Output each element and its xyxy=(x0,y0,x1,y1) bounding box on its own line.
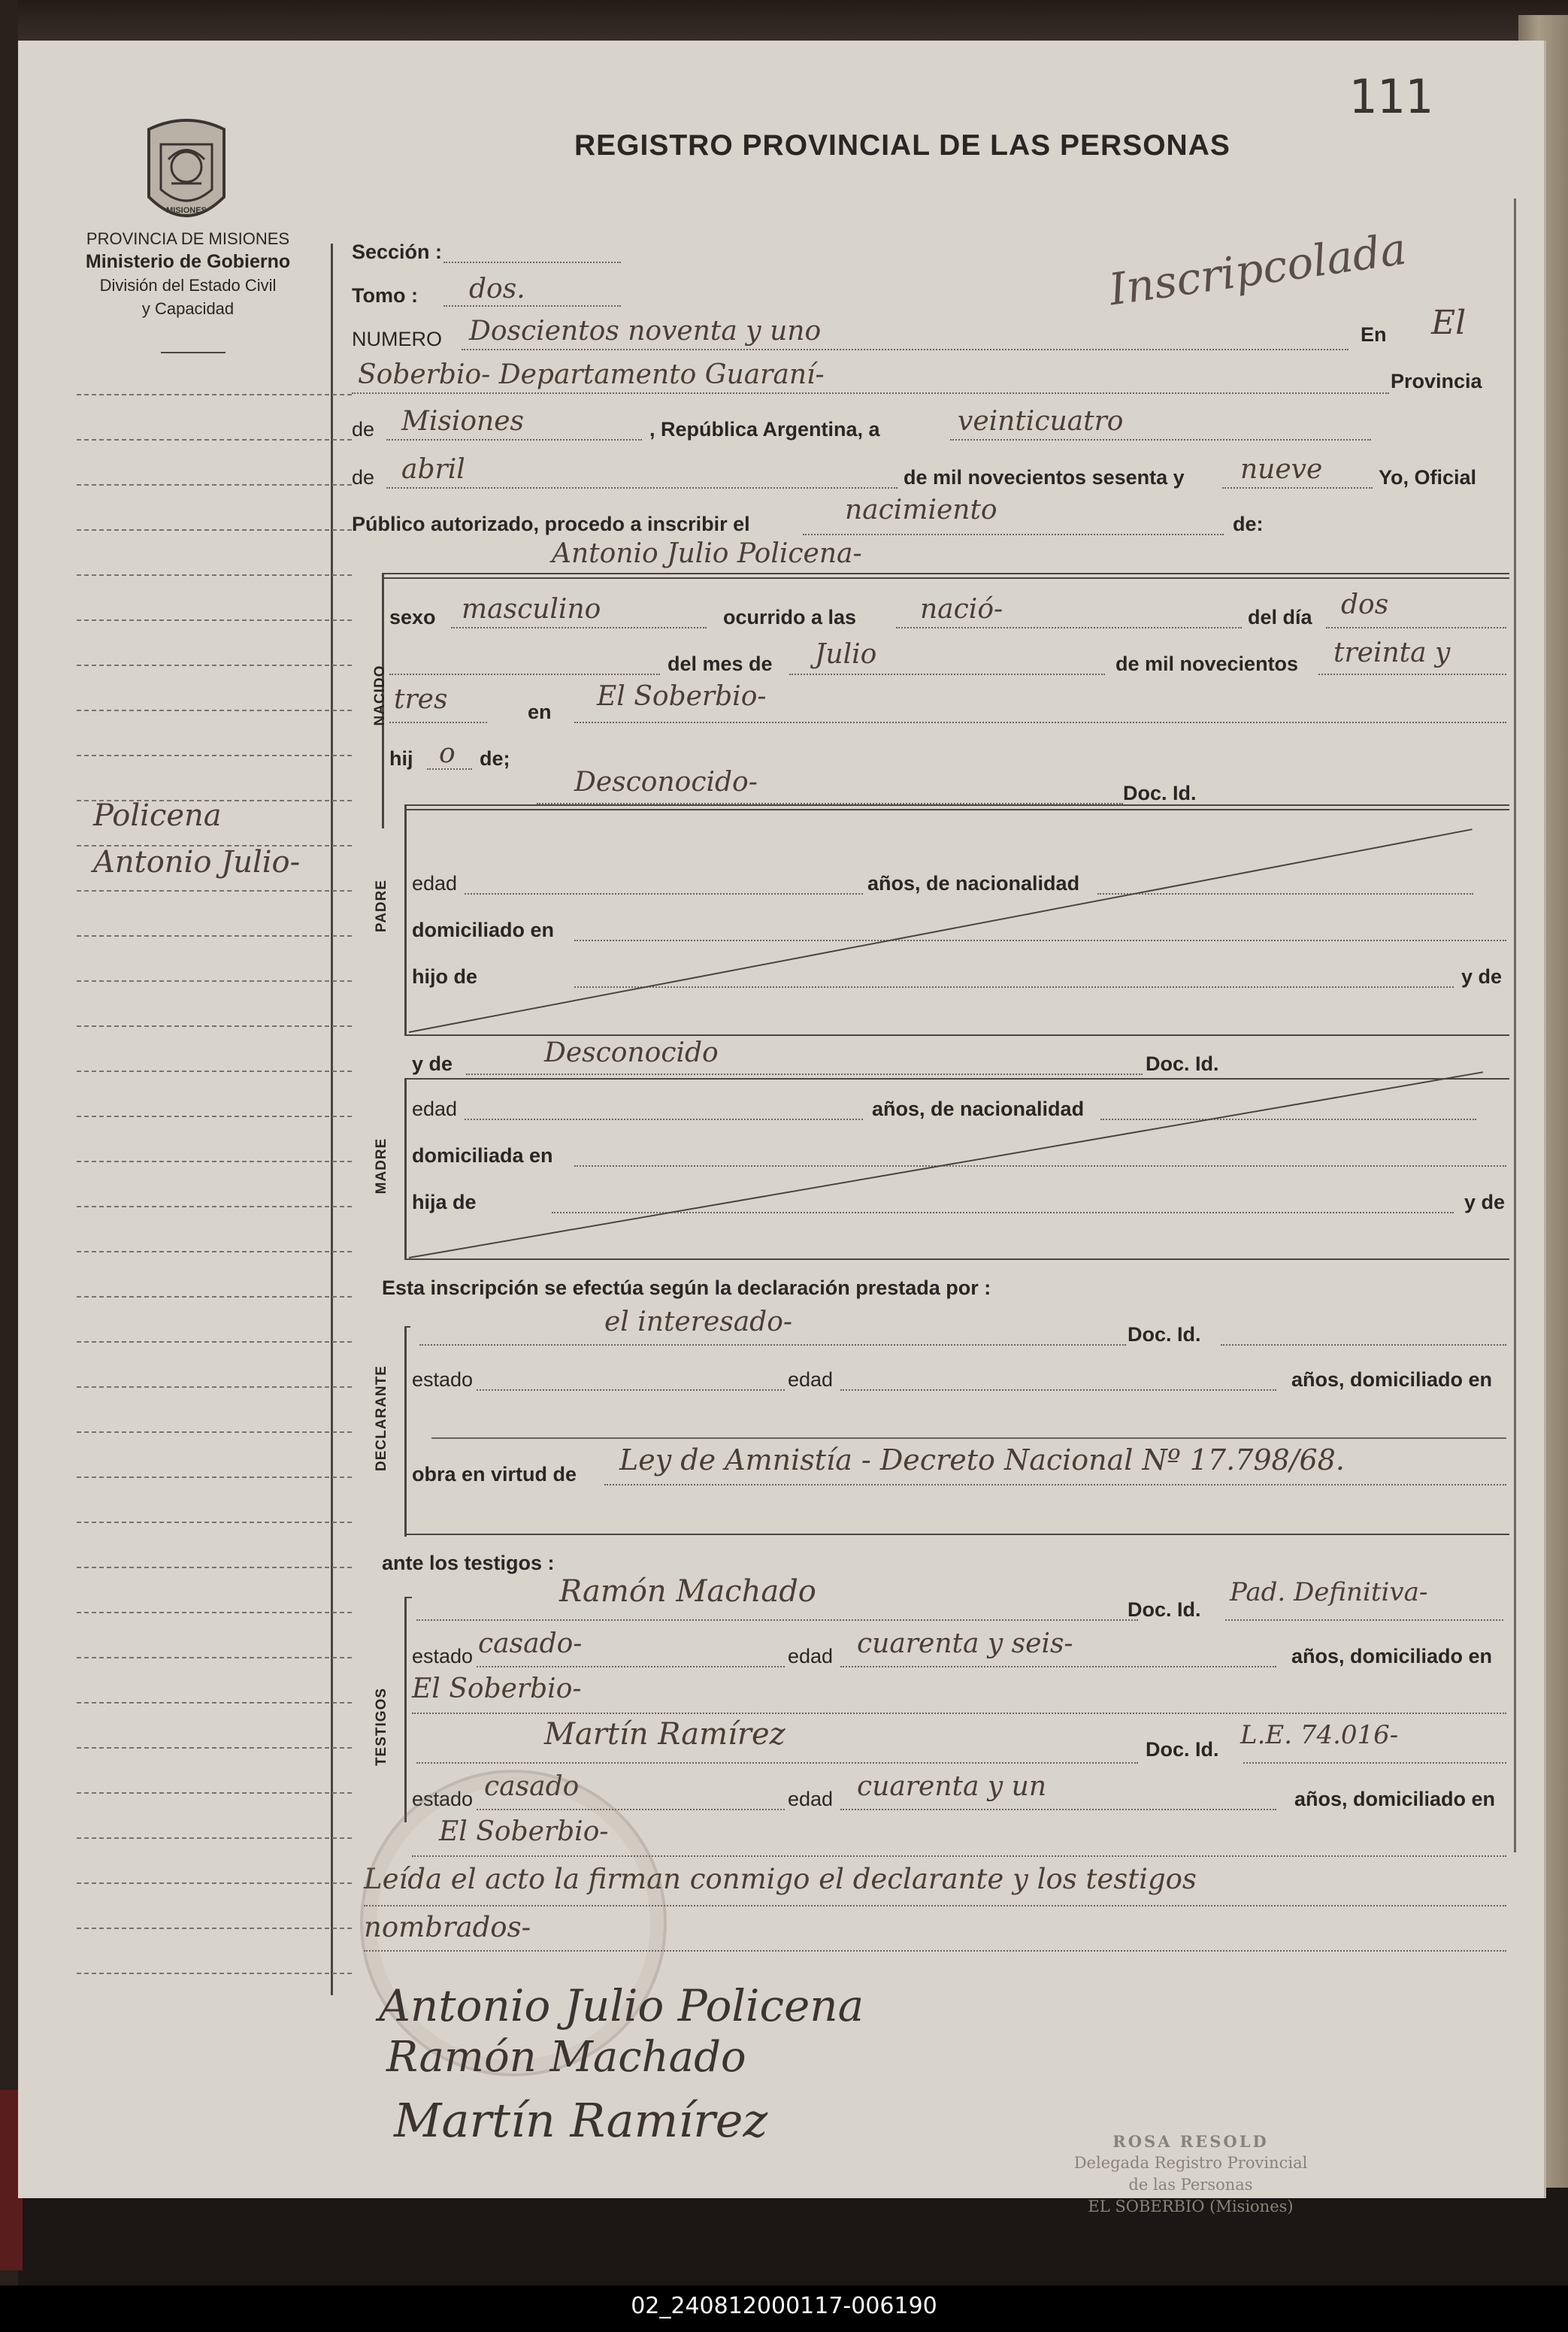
margin-line xyxy=(77,394,352,395)
domicilio-madre-field xyxy=(574,1165,1506,1167)
stamp-location: EL SOBERBIO (Misiones) xyxy=(1088,2197,1294,2215)
testigo2-field xyxy=(416,1762,1138,1764)
register-page xyxy=(18,41,1546,2215)
label-edad-testigo1: edad xyxy=(788,1645,834,1667)
label-doc-declarante: Doc. Id. xyxy=(1128,1323,1201,1346)
margin-line xyxy=(77,1386,352,1388)
label-del-dia: del día xyxy=(1248,606,1312,628)
margin-line xyxy=(77,484,352,486)
label-de-mes: de xyxy=(352,466,375,489)
declarante-value: el interesado- xyxy=(604,1307,793,1337)
sexo-value: masculino xyxy=(462,594,601,625)
edad-testigo2-value: cuarenta y un xyxy=(857,1771,1047,1802)
acto-field xyxy=(803,534,1224,535)
margin-line xyxy=(77,935,352,937)
declarante-bracket xyxy=(404,1326,407,1537)
margin-line xyxy=(77,710,352,711)
provincial-seal-icon xyxy=(138,114,235,242)
label-mil-novecientos: de mil novecientos xyxy=(1115,653,1299,675)
dia-field xyxy=(950,439,1371,441)
edad-madre-field xyxy=(465,1119,863,1120)
margin-line xyxy=(77,1116,352,1117)
stamp-title: Delegada Registro Provincial xyxy=(1073,2154,1308,2172)
domicilio-padre-field xyxy=(574,940,1506,941)
signature-testigo2: Martín Ramírez xyxy=(394,2093,768,2148)
seccion-field xyxy=(443,262,621,263)
edad-declarante-field xyxy=(840,1389,1276,1391)
margin-line xyxy=(77,574,352,576)
doc-testigo1-value: Pad. Definitiva- xyxy=(1230,1577,1428,1607)
nacionalidad-madre-field xyxy=(1100,1119,1476,1120)
label-hij: hij xyxy=(389,747,413,770)
padre-cancel-line xyxy=(409,828,1473,1033)
signature-top: Inscripcolada xyxy=(1106,223,1409,316)
testigos-tick xyxy=(404,1597,412,1598)
label-domicilio-testigo2: años, domiciliado en xyxy=(1294,1788,1496,1810)
mes-field xyxy=(386,487,898,489)
doc-testigo2-field xyxy=(1243,1762,1506,1764)
padre-value: Desconocido- xyxy=(574,767,758,798)
label-en-lugar: en xyxy=(528,701,552,723)
nombre-value: Antonio Julio Policena- xyxy=(552,538,862,569)
label-mil-sesenta: de mil novecientos sesenta y xyxy=(904,466,1185,489)
signature-testigo1: Ramón Machado xyxy=(386,2033,746,2082)
org-province: PROVINCIA DE MISIONES xyxy=(86,229,290,248)
declarante-field xyxy=(419,1344,1126,1346)
label-doc-testigo1: Doc. Id. xyxy=(1128,1598,1201,1621)
label-doc-madre: Doc. Id. xyxy=(1146,1052,1219,1075)
margin-divider xyxy=(331,244,333,1995)
margin-line xyxy=(77,1928,352,1929)
hora-field xyxy=(896,627,1242,628)
label-de-semicolon: de; xyxy=(480,747,510,770)
hijo-de-field xyxy=(574,986,1454,988)
label-y-de-padre: y de xyxy=(1461,965,1503,988)
padre-bottom-line xyxy=(404,1034,1509,1036)
domicilio-testigo2-value: El Soberbio- xyxy=(439,1816,609,1847)
margin-line xyxy=(77,1296,352,1298)
estado-testigo1-field xyxy=(477,1666,785,1667)
tomo-value: dos. xyxy=(469,274,525,304)
anio-nacimiento-value: treinta y xyxy=(1333,638,1451,668)
label-domicilio-testigo1: años, domiciliado en xyxy=(1291,1645,1493,1667)
image-caption: 02_240812000117-006190 xyxy=(631,2293,937,2319)
hij-value: o xyxy=(439,738,456,769)
doc-testigo2-value: L.E. 74.016- xyxy=(1240,1720,1399,1750)
margin-line xyxy=(77,1882,352,1884)
margin-line xyxy=(77,1251,352,1252)
provincia-field xyxy=(386,439,642,441)
margin-line xyxy=(77,980,352,982)
tomo-field xyxy=(443,305,621,307)
numero-value: Doscientos noventa y uno xyxy=(469,316,822,347)
lugar-value: Soberbio- Departamento Guaraní- xyxy=(358,359,825,390)
label-y-de-madre: y de xyxy=(412,1052,453,1075)
label-seccion: Sección : xyxy=(352,241,443,263)
obra-value: Ley de Amnistía - Decreto Nacional Nº 17.798/68. xyxy=(619,1443,1345,1476)
mes-nacimiento-value: Julio xyxy=(815,639,877,670)
madre-top-line xyxy=(404,1078,1509,1080)
label-yo-oficial: Yo, Oficial xyxy=(1379,466,1477,489)
label-doc-testigo2: Doc. Id. xyxy=(1146,1738,1219,1761)
section-declarante-label: DECLARANTE xyxy=(374,1365,389,1471)
margin-line xyxy=(77,1792,352,1794)
mes-inscripcion-value: abril xyxy=(401,454,465,485)
margin-line xyxy=(77,1025,352,1027)
label-domiciliada: domiciliada en xyxy=(412,1144,553,1167)
margin-line xyxy=(77,1161,352,1162)
padre-top-line-2 xyxy=(404,809,1509,810)
lugar-nacimiento-value: El Soberbio- xyxy=(597,681,767,712)
margin-note-surname: Policena xyxy=(93,798,222,833)
anio-field xyxy=(1222,487,1373,489)
margin-line xyxy=(77,619,352,621)
label-estado-testigo1: estado xyxy=(412,1645,474,1667)
seal-label: MISIONES xyxy=(166,206,207,215)
section-madre-label: MADRE xyxy=(374,1137,389,1195)
margin-line xyxy=(77,1702,352,1704)
org-underline xyxy=(161,352,226,353)
domicilio-testigo1-value: El Soberbio- xyxy=(412,1673,582,1704)
label-hijo-de: hijo de xyxy=(412,965,477,988)
madre-value: Desconocido xyxy=(544,1037,719,1068)
testigo2-value: Martín Ramírez xyxy=(544,1717,786,1752)
label-edad-madre: edad xyxy=(412,1098,458,1120)
margin-line xyxy=(77,1973,352,1974)
label-de: de xyxy=(352,418,375,441)
anio-nac-field-2 xyxy=(389,722,487,723)
label-estado-testigo2: estado xyxy=(412,1788,474,1810)
label-del-mes: del mes de xyxy=(667,653,773,675)
doc-testigo1-field xyxy=(1225,1619,1503,1621)
signature-declarante: Antonio Julio Policena xyxy=(379,1980,864,2031)
label-numero: NUMERO xyxy=(352,328,442,350)
label-y-de-madre-2: y de xyxy=(1464,1191,1506,1213)
anio-inscripcion-value: nueve xyxy=(1240,454,1323,485)
madre-bracket xyxy=(404,1078,407,1258)
section-padre-label: PADRE xyxy=(374,879,389,933)
dia-inscripcion-value: veinticuatro xyxy=(958,406,1124,437)
madre-field xyxy=(466,1074,1143,1075)
testigo1-value: Ramón Machado xyxy=(559,1574,816,1609)
dia-nac-field xyxy=(1326,627,1506,628)
margin-line xyxy=(77,1657,352,1658)
edad-testigo1-value: cuarenta y seis- xyxy=(857,1628,1073,1659)
anio-nacimiento-value-2: tres xyxy=(394,684,448,715)
margin-line xyxy=(77,1522,352,1523)
label-tomo: Tomo : xyxy=(352,284,418,307)
stamp-title-2: de las Personas xyxy=(1128,2176,1253,2194)
margin-note xyxy=(93,792,300,886)
nacido-top-line-2 xyxy=(382,577,1509,579)
book-top-edge xyxy=(0,0,1568,45)
label-ocurrido: ocurrido a las xyxy=(723,606,857,628)
label-edad-padre: edad xyxy=(412,872,458,895)
margin-line xyxy=(77,1612,352,1613)
margin-line xyxy=(77,665,352,666)
org-block xyxy=(60,227,316,320)
label-domicilio-declarante: años, domiciliado en xyxy=(1291,1368,1493,1391)
stamp-name: ROSA RESOLD xyxy=(1112,2132,1269,2151)
margin-line xyxy=(77,529,352,531)
nacionalidad-padre-field xyxy=(1097,893,1473,895)
lugar-nac-field xyxy=(574,722,1506,723)
declarante-bottom-line xyxy=(404,1534,1509,1535)
label-nacionalidad-padre: años, de nacionalidad xyxy=(867,872,1080,895)
label-nacionalidad-madre: años, de nacionalidad xyxy=(872,1098,1085,1120)
label-hija-de: hija de xyxy=(412,1191,477,1213)
margin-line xyxy=(77,1476,352,1478)
margin-line xyxy=(77,1747,352,1749)
section-testigos-label: TESTIGOS xyxy=(374,1687,389,1767)
estado-testigo2-value: casado xyxy=(484,1771,580,1802)
edad-testigo2-field xyxy=(840,1809,1276,1810)
section-nacido-label: NACIDO xyxy=(372,665,388,726)
label-sexo: sexo xyxy=(389,606,436,628)
estado-declarante-field xyxy=(477,1389,785,1391)
sexo-field xyxy=(451,627,707,628)
label-testigos: ante los testigos : xyxy=(382,1552,555,1574)
label-provincia: Provincia xyxy=(1391,370,1482,392)
margin-line xyxy=(77,1071,352,1072)
margin-line xyxy=(77,439,352,441)
margin-line xyxy=(77,1206,352,1207)
en-value: El xyxy=(1431,304,1467,342)
numero-field xyxy=(462,349,1349,350)
label-obra: obra en virtud de xyxy=(412,1463,577,1486)
org-division: División del Estado Civil xyxy=(99,276,277,295)
madre-bottom-line xyxy=(404,1258,1509,1260)
label-edad-testigo2: edad xyxy=(788,1788,834,1810)
label-en: En xyxy=(1361,323,1387,346)
leida-line-2: nombrados- xyxy=(364,1911,531,1943)
label-domiciliado-padre: domiciliado en xyxy=(412,919,555,941)
margin-line xyxy=(77,1431,352,1433)
padre-top-line xyxy=(404,804,1509,806)
right-border xyxy=(1514,198,1516,1852)
margin-line xyxy=(77,1837,352,1839)
declarante-blank-line xyxy=(431,1437,1506,1439)
padre-bracket xyxy=(404,804,407,1034)
nacido-top-line xyxy=(382,573,1509,574)
label-republica: , República Argentina, a xyxy=(649,418,880,441)
doc-declarante-field xyxy=(1221,1344,1506,1346)
leida-line-1: Leída el acto la firman conmigo el declarante y los testigos xyxy=(364,1863,1197,1895)
margin-line xyxy=(77,1567,352,1568)
lugar-field xyxy=(352,392,1389,394)
mes-nac-field xyxy=(789,674,1105,675)
label-declaracion: Esta inscripción se efectúa según la declaración prestada por : xyxy=(382,1277,991,1299)
label-publico: Público autorizado, procedo a inscribir el xyxy=(352,513,750,535)
obra-field xyxy=(604,1484,1506,1486)
blank-field xyxy=(389,674,660,675)
hora-value: nació- xyxy=(920,594,1003,625)
margin-line xyxy=(77,755,352,756)
official-stamp xyxy=(1010,2131,1371,2218)
acto-value: nacimiento xyxy=(845,495,997,525)
margin-line xyxy=(77,1341,352,1343)
label-doc-padre: Doc. Id. xyxy=(1123,782,1197,804)
label-de-colon: de: xyxy=(1233,513,1264,535)
org-capacity: y Capacidad xyxy=(141,299,235,318)
testigo1-field xyxy=(416,1619,1138,1621)
edad-testigo1-field xyxy=(840,1666,1276,1667)
book-spine xyxy=(0,0,18,2332)
domicilio-testigo1-field xyxy=(412,1713,1506,1714)
page-title: REGISTRO PROVINCIAL DE LAS PERSONAS xyxy=(574,129,1230,162)
dia-nacimiento-value: dos xyxy=(1341,589,1389,620)
page-number: 111 xyxy=(1349,69,1433,124)
margin-note-names: Antonio Julio- xyxy=(93,845,301,880)
estado-testigo1-value: casado- xyxy=(478,1628,583,1659)
provincia-value: Misiones xyxy=(401,406,525,437)
org-ministry: Ministerio de Gobierno xyxy=(85,251,291,272)
edad-padre-field xyxy=(465,893,863,895)
hija-de-field xyxy=(552,1212,1454,1213)
margin-line xyxy=(77,890,352,892)
anio-nac-field xyxy=(1318,674,1506,675)
testigos-bracket xyxy=(404,1597,407,1822)
label-edad-declarante: edad xyxy=(788,1368,834,1391)
label-estado-declarante: estado xyxy=(412,1368,474,1391)
